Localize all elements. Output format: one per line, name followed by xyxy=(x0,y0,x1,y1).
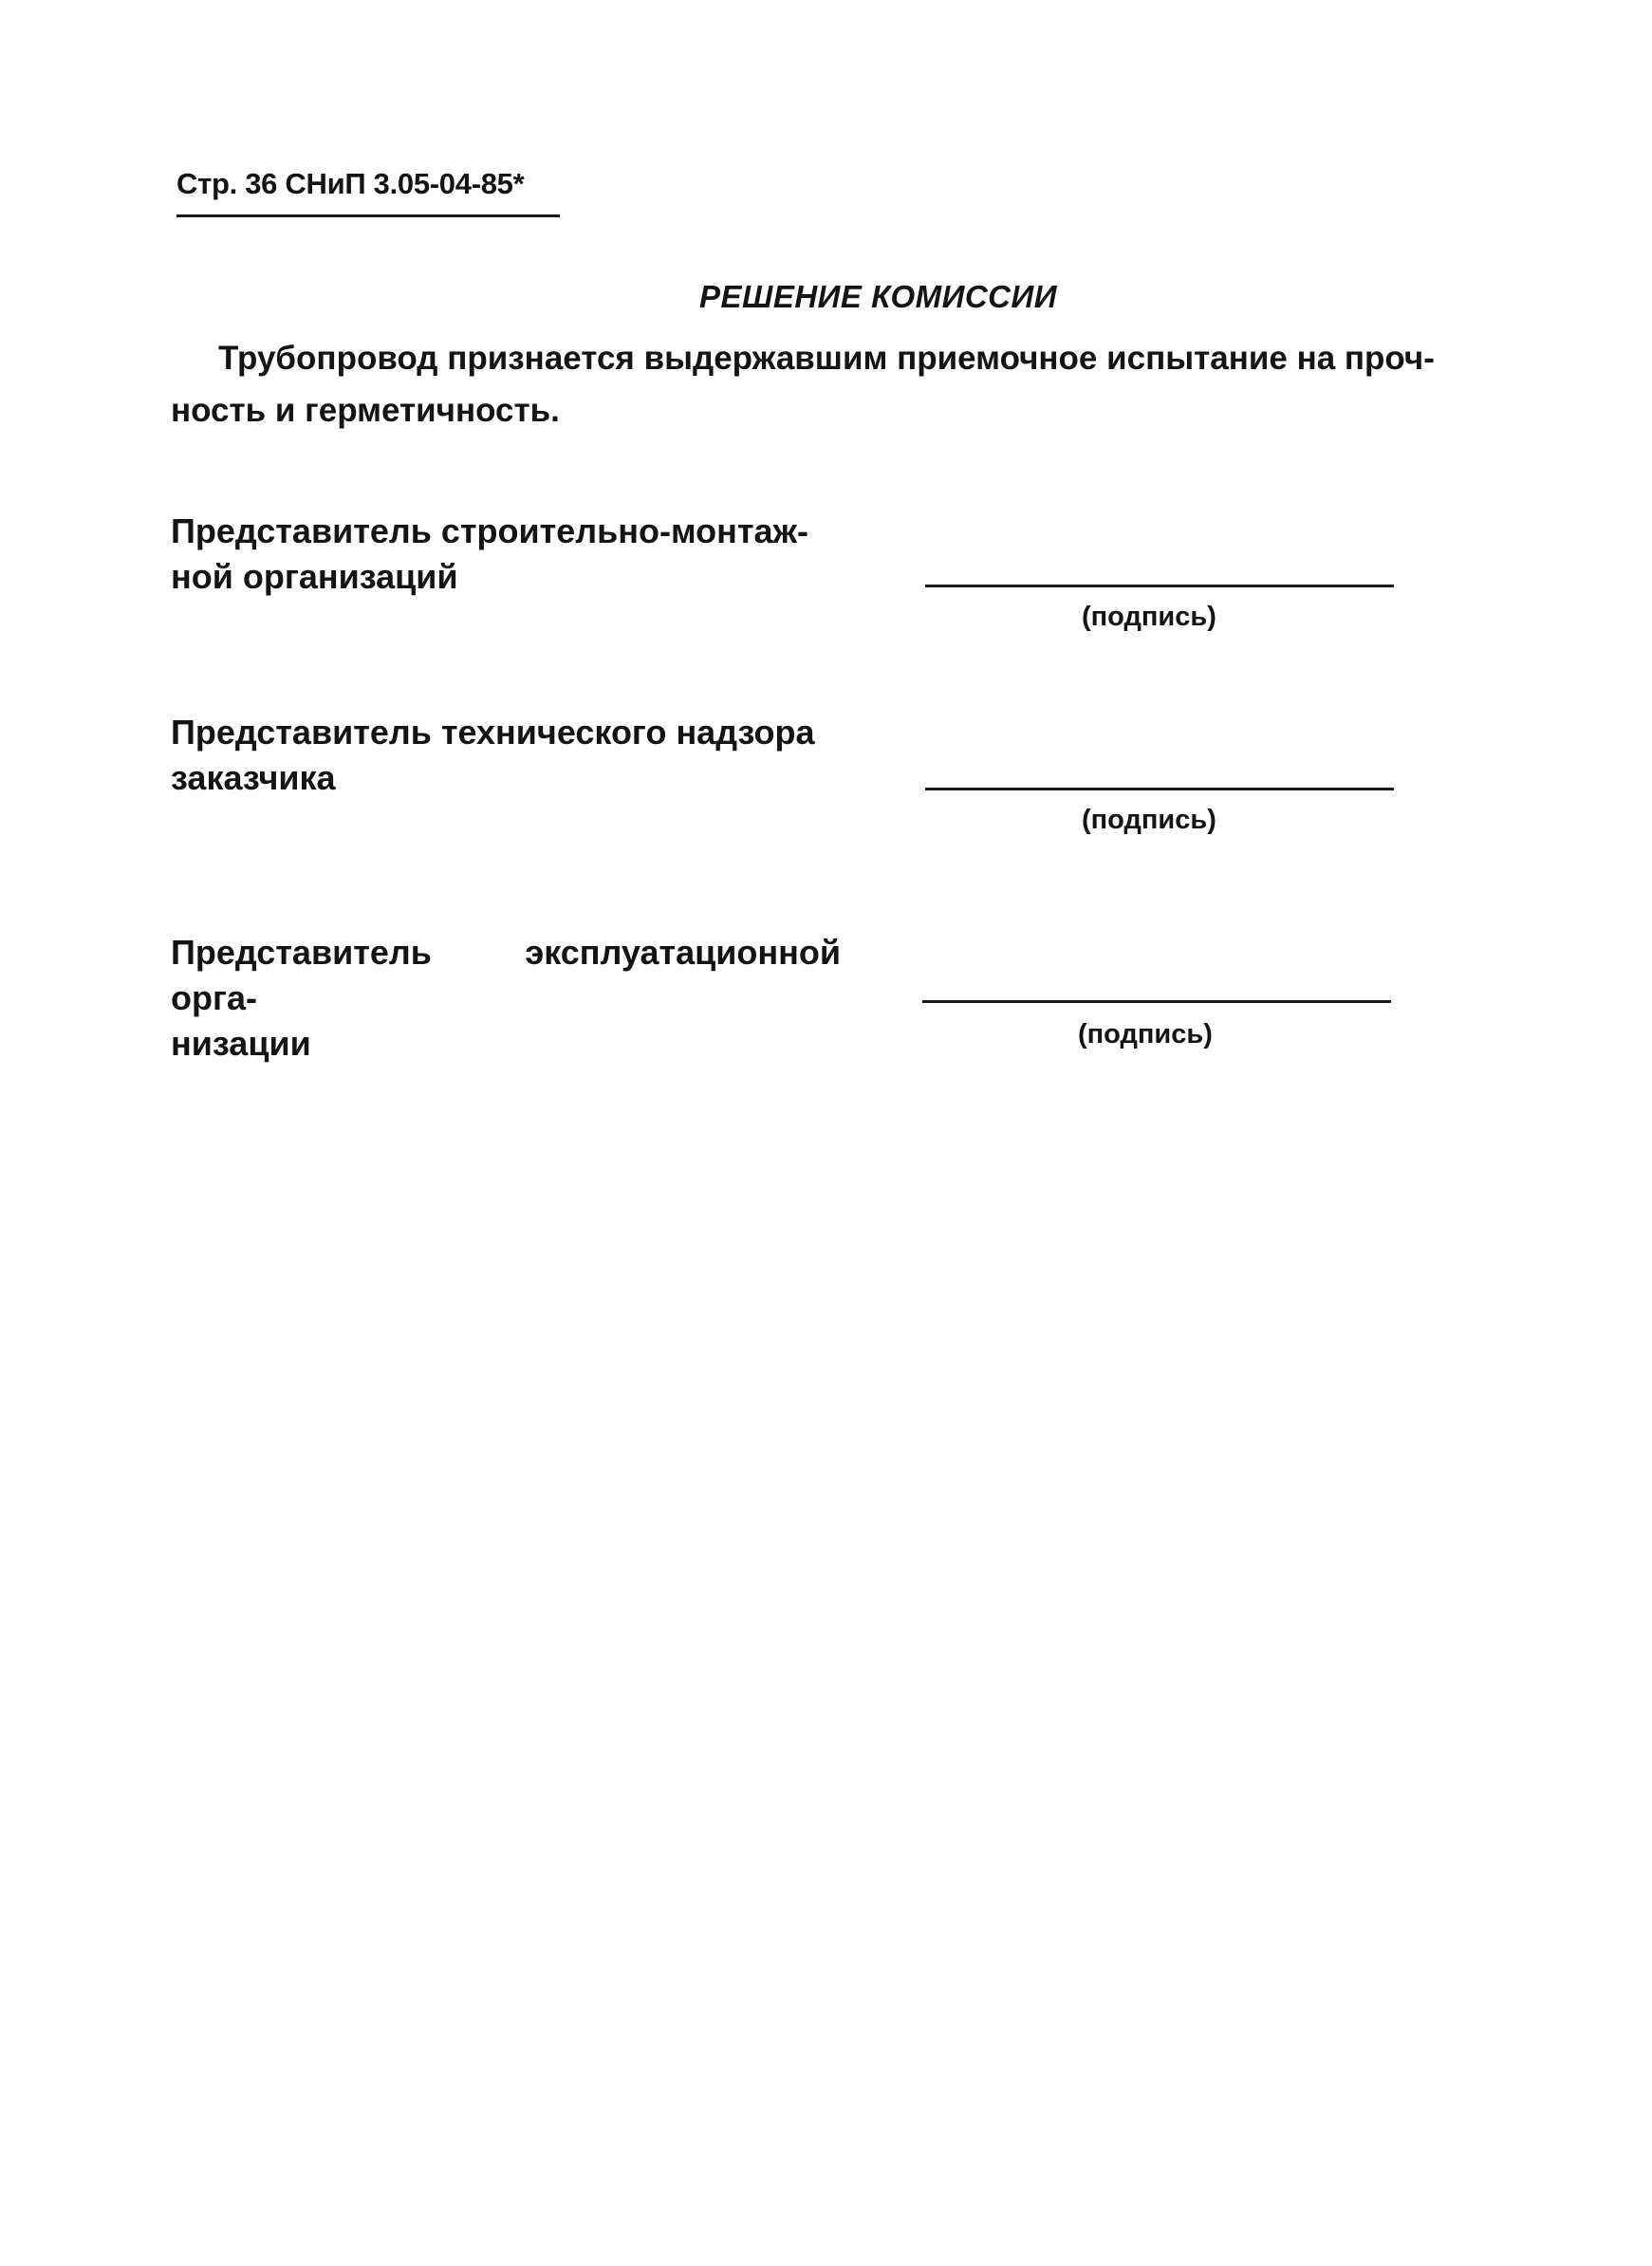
signature-label-line-1: Представитель технического надзора xyxy=(171,713,815,752)
decision-text xyxy=(171,332,1473,436)
signature-line-construction xyxy=(925,585,1394,587)
signature-line-operating-organization xyxy=(922,1000,1391,1003)
signature-label-line-2: низации xyxy=(171,1024,311,1063)
signature-label-technical-supervision xyxy=(171,710,835,801)
signature-label-line-1: Представитель строительно-монтаж- xyxy=(171,511,809,550)
signature-label-line-1: Представитель эксплуатационной орга- xyxy=(171,933,841,1017)
signature-caption-construction: (подпись) xyxy=(1082,602,1216,632)
decision-text-line-2: ность и герметичность. xyxy=(171,392,560,429)
signature-line-technical-supervision xyxy=(925,788,1394,790)
signature-label-operating-organization xyxy=(171,930,841,1067)
signature-caption-technical-supervision: (подпись) xyxy=(1082,805,1216,835)
section-title: РЕШЕНИЕ КОМИССИИ xyxy=(699,279,1057,314)
decision-text-line-1: Трубопровод признается выдержавшим приемочное испытание на проч- xyxy=(218,340,1435,377)
page-header: Стр. 36 СНиП 3.05-04-85* xyxy=(176,167,525,200)
signature-label-line-2: ной организаций xyxy=(171,557,458,596)
header-underline xyxy=(176,214,560,217)
signature-label-construction xyxy=(171,509,835,600)
signature-caption-operating-organization: (подпись) xyxy=(1078,1019,1213,1049)
signature-label-line-2: заказчика xyxy=(171,758,336,797)
